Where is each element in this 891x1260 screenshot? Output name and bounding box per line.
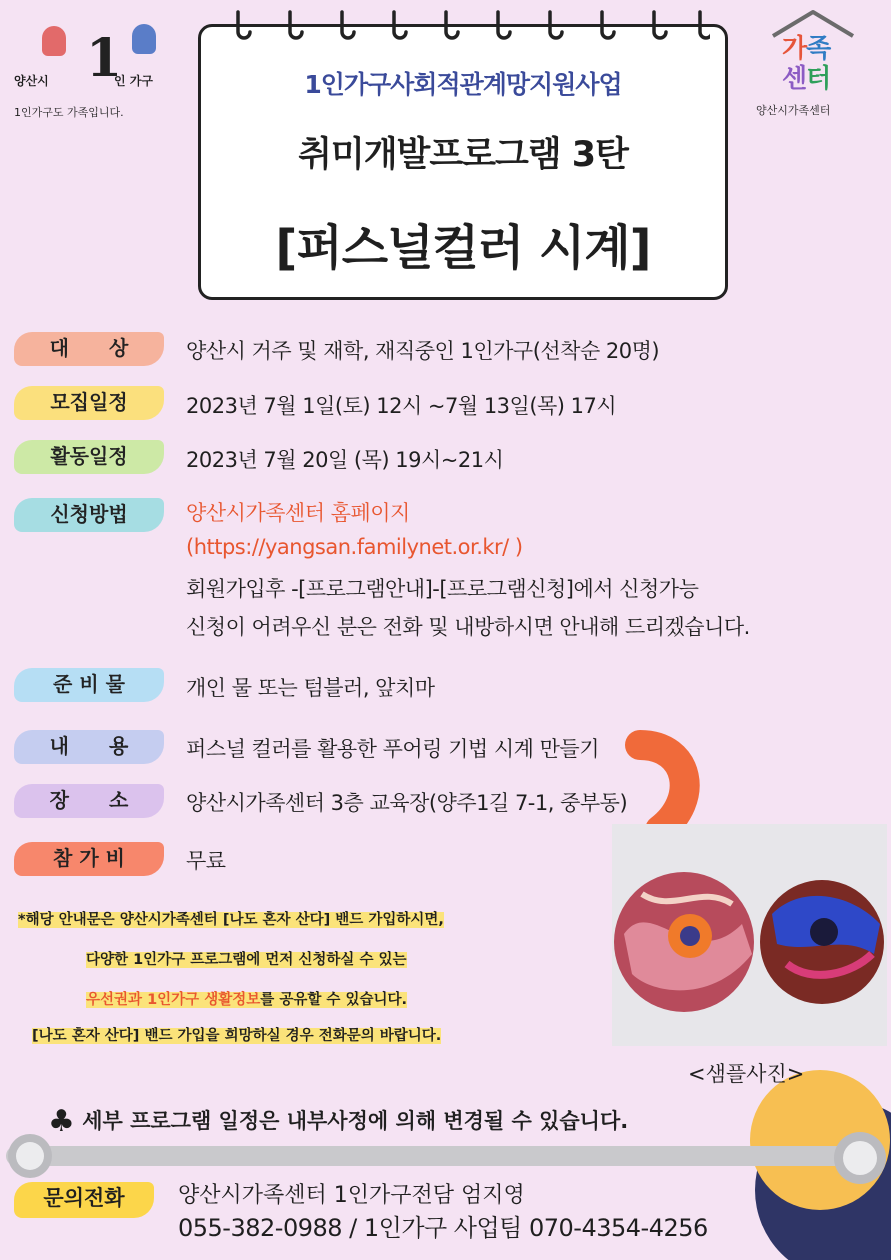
apply-homepage-name: 양산시가족센터 홈페이지 <box>186 501 410 525</box>
value-content: 퍼스널 컬러를 활용한 푸어링 기법 시계 만들기 <box>186 737 599 761</box>
photo-caption: <샘플사진> <box>688 1062 805 1086</box>
value-location: 양산시가족센터 3층 교육장(양주1길 7-1, 중부동) <box>186 791 628 815</box>
program-subtitle: 취미개발프로그램 3탄 <box>298 135 628 175</box>
sample-clocks-image <box>612 824 887 1046</box>
logo-kind: 인 가구 <box>114 74 153 88</box>
notice-line1: *해당 안내문은 양산시가족센터 [나도 혼자 산다] 밴드 가입하시면, <box>18 912 444 928</box>
logo-name: 양산시가족센터 <box>756 104 831 117</box>
apply-alternative: 신청이 어려우신 분은 전화 및 내방하시면 안내해 드리겠습니다. <box>186 615 750 639</box>
label-location: 장 소 <box>14 784 164 818</box>
club-icon: ♣ <box>48 1104 75 1139</box>
contact-person: 양산시가족센터 1인가구전담 엄지영 <box>178 1183 525 1208</box>
label-fee: 참 가 비 <box>14 842 164 876</box>
logo-tagline: 1인가구도 가족입니다. <box>14 106 124 119</box>
value-target: 양산시 거주 및 재학, 재직중인 1인가구(선착순 20명) <box>186 339 660 363</box>
notice-line2: 다양한 1인가구 프로그램에 먼저 신청하실 수 있는 <box>86 952 407 968</box>
logo-line2: 센터 <box>782 64 831 94</box>
program-title: 1인가구사회적관계망지원사업 <box>304 70 622 99</box>
label-supplies: 준 비 물 <box>14 668 164 702</box>
label-content: 내 용 <box>14 730 164 764</box>
logo-line1: 가족 <box>782 34 831 64</box>
apply-instruction: 회원가입후 -[프로그램안내]-[프로그램신청]에서 신청가능 <box>186 577 699 601</box>
label-activity-date: 활동일정 <box>14 440 164 474</box>
label-target: 대 상 <box>14 332 164 366</box>
contact-label: 문의전화 <box>14 1182 154 1218</box>
value-fee: 무료 <box>186 849 226 873</box>
family-center-logo <box>748 6 878 126</box>
logo-city: 양산시 <box>14 74 49 88</box>
logo-number: 1 <box>86 28 123 89</box>
notice-line4: [나도 혼자 산다] 밴드 가입을 희망하실 경우 전화문의 바랍니다. <box>32 1028 442 1044</box>
notepad-rings <box>230 6 710 46</box>
schedule-notice <box>48 1104 628 1139</box>
value-recruit-period: 2023년 7월 1일(토) 12시 ~7월 13일(목) 17시 <box>186 394 617 418</box>
apply-homepage-url[interactable]: (https://yangsan.familynet.or.kr/ ) <box>186 535 523 559</box>
schedule-notice-text: 세부 프로그램 일정은 내부사정에 의해 변경될 수 있습니다. <box>82 1109 629 1133</box>
label-recruit-period: 모집일정 <box>14 386 164 420</box>
title-notepad <box>198 24 728 300</box>
sample-photo <box>612 824 887 1046</box>
single-household-logo <box>14 16 179 126</box>
label-apply-method: 신청방법 <box>14 498 164 532</box>
person-icon <box>132 24 156 54</box>
value-activity-date: 2023년 7월 20일 (목) 19시~21시 <box>186 448 504 472</box>
program-main-title: [퍼스널컬러 시계] <box>275 220 651 276</box>
person-icon <box>42 26 66 56</box>
value-supplies: 개인 물 또는 텀블러, 앞치마 <box>186 676 435 700</box>
notice-line3: 우선권과 1인가구 생활정보를 공유할 수 있습니다. <box>86 992 407 1008</box>
contact-phones[interactable]: 055-382-0988 / 1인가구 사업팀 070-4354-4256 <box>178 1214 708 1242</box>
